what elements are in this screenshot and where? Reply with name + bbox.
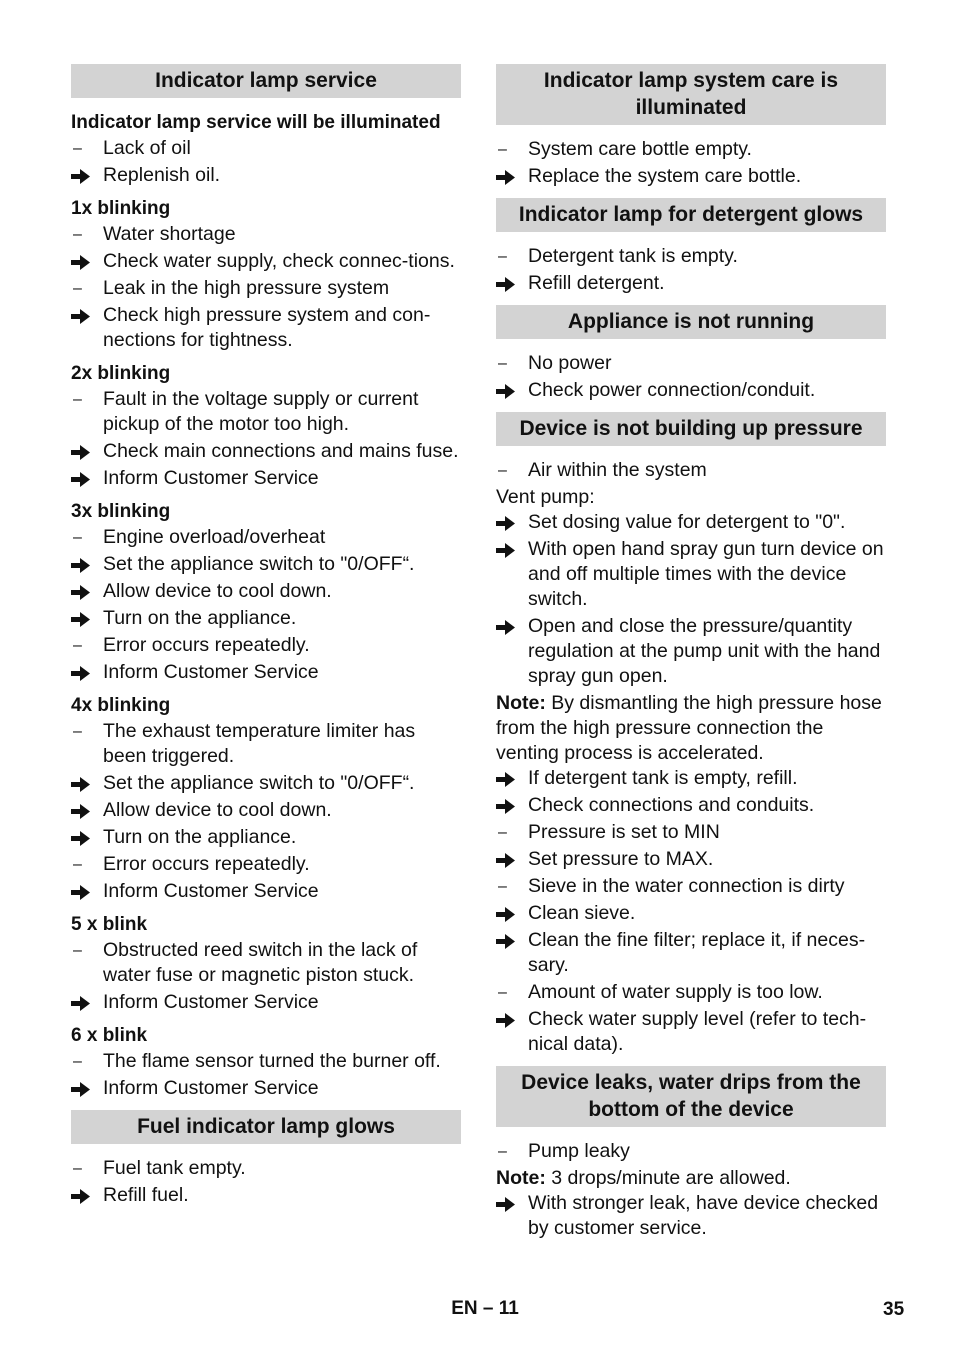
list-item-text: Engine overload/overheat (103, 526, 326, 548)
section-header: Indicator lamp for detergent glows (496, 198, 886, 232)
arrow-right-icon (71, 798, 99, 819)
arrow-right-icon (496, 614, 524, 635)
dash-bullet-icon: – (73, 856, 82, 873)
list-item-text: Sieve in the water connection is dirty (528, 875, 845, 897)
arrow-right-icon (71, 606, 99, 627)
cause-list-item (71, 525, 461, 550)
subheading: 4x blinking (71, 695, 171, 716)
dash-bullet-icon: – (73, 226, 82, 243)
section-header: Device leaks, water drips from the bottom of the device (496, 1066, 886, 1127)
list-item-text: Turn on the appliance. (103, 607, 297, 629)
list-item-text: Check power connection/conduit. (528, 379, 816, 401)
cause-list-item (71, 136, 461, 161)
remedy-list-item (496, 614, 886, 689)
note-text: By dismantling the high pressure hose from the high pressure connection the venting process is accelerated. (496, 692, 882, 764)
cause-list-item (71, 852, 461, 877)
remedy-list-item (496, 901, 886, 926)
list-item-text: Check water supply, check connec-tions. (103, 250, 455, 272)
subheading: 1x blinking (71, 198, 171, 219)
list-item-text: The exhaust temperature limiter has been triggered. (103, 720, 416, 767)
remedy-list-item (496, 928, 886, 978)
list-item-text: Obstructed reed switch in the lack of water fuse or magnetic piston stuck. (103, 939, 418, 986)
remedy-list-item (71, 990, 461, 1015)
list-item-text: Allow device to cool down. (103, 580, 332, 602)
note-text: 3 drops/minute are allowed. (545, 1167, 791, 1189)
remedy-list-item (496, 1007, 886, 1057)
list-item-text: No power (528, 352, 612, 374)
remedy-list-item (71, 1076, 461, 1101)
paragraph: Vent pump: (496, 486, 595, 508)
list-item-text: Fault in the voltage supply or current pickup of the motor too high. (103, 388, 419, 435)
arrow-right-icon (496, 378, 524, 399)
list-item-text: Set the appliance switch to "0/OFF“. (103, 772, 415, 794)
arrow-right-icon (71, 163, 99, 184)
remedy-list-item (71, 1183, 461, 1208)
arrow-right-icon (496, 928, 524, 949)
subheading: 2x blinking (71, 363, 171, 384)
list-item-text: Leak in the high pressure system (103, 277, 390, 299)
list-item-text: The flame sensor turned the burner off. (103, 1050, 441, 1072)
list-item-text: Detergent tank is empty. (528, 245, 738, 267)
arrow-right-icon (496, 164, 524, 185)
remedy-list-item (71, 439, 461, 464)
subheading: 6 x blink (71, 1025, 148, 1046)
subheading: Indicator lamp service will be illuminated (71, 112, 441, 133)
list-item-text: Error occurs repeatedly. (103, 634, 310, 656)
dash-bullet-icon: – (73, 280, 82, 297)
list-item-text: Inform Customer Service (103, 1077, 319, 1099)
cause-list-item (496, 351, 886, 376)
remedy-list-item (71, 552, 461, 577)
remedy-list-item (71, 825, 461, 850)
list-item-text: Pump leaky (528, 1140, 630, 1162)
list-item-text: Inform Customer Service (103, 880, 319, 902)
list-item-text: Allow device to cool down. (103, 799, 332, 821)
list-item-text: Water shortage (103, 223, 236, 245)
dash-bullet-icon: – (498, 462, 507, 479)
arrow-right-icon (496, 766, 524, 787)
section-header: Indicator lamp system care is illuminated (496, 64, 886, 125)
list-item-text: Lack of oil (103, 137, 191, 159)
remedy-list-item (496, 847, 886, 872)
list-item-text: Check water supply level (refer to tech-nical data). (528, 1008, 867, 1055)
section-header: Fuel indicator lamp glows (71, 1110, 461, 1144)
arrow-right-icon (496, 510, 524, 531)
arrow-right-icon (71, 1183, 99, 1204)
list-item-text: Turn on the appliance. (103, 826, 297, 848)
arrow-right-icon (496, 271, 524, 292)
remedy-list-item (71, 579, 461, 604)
remedy-list-item (496, 793, 886, 818)
note-label: Note: (496, 1167, 546, 1189)
list-item-text: Open and close the pressure/quantity regulation at the pump unit with the hand spray gun open. (528, 615, 881, 687)
arrow-right-icon (71, 249, 99, 270)
subheading: 3x blinking (71, 501, 171, 522)
arrow-right-icon (71, 825, 99, 846)
list-item-text: With stronger leak, have device checked by customer service. (528, 1192, 879, 1239)
remedy-list-item (71, 660, 461, 685)
cause-list-item (496, 458, 886, 483)
footer-section-label: EN – 11 (451, 1298, 519, 1319)
list-item-text: Set the appliance switch to "0/OFF“. (103, 553, 415, 575)
list-item-text: Pressure is set to MIN (528, 821, 720, 843)
list-item-text: Refill fuel. (103, 1184, 189, 1206)
dash-bullet-icon: – (498, 984, 507, 1001)
remedy-list-item (71, 606, 461, 631)
list-item-text: Set pressure to MAX. (528, 848, 714, 870)
dash-bullet-icon: – (73, 529, 82, 546)
dash-bullet-icon: – (498, 824, 507, 841)
dash-bullet-icon: – (73, 942, 82, 959)
arrow-right-icon (71, 1076, 99, 1097)
list-item-text: Clean sieve. (528, 902, 636, 924)
remedy-list-item (496, 164, 886, 189)
cause-list-item (71, 938, 461, 988)
remedy-list-item (71, 466, 461, 491)
remedy-list-item (496, 378, 886, 403)
list-item-text: Replace the system care bottle. (528, 165, 802, 187)
arrow-right-icon (496, 847, 524, 868)
remedy-list-item (496, 271, 886, 296)
arrow-right-icon (496, 1191, 524, 1212)
cause-list-item (496, 137, 886, 162)
arrow-right-icon (71, 439, 99, 460)
cause-list-item (71, 1156, 461, 1181)
note-paragraph (496, 691, 886, 766)
cause-list-item (496, 244, 886, 269)
arrow-right-icon (71, 879, 99, 900)
dash-bullet-icon: – (73, 140, 82, 157)
arrow-right-icon (496, 1007, 524, 1028)
list-item-text: Inform Customer Service (103, 661, 319, 683)
section-header: Appliance is not running (496, 305, 886, 339)
remedy-list-item (71, 879, 461, 904)
dash-bullet-icon: – (73, 1053, 82, 1070)
dash-bullet-icon: – (73, 637, 82, 654)
cause-list-item (71, 387, 461, 437)
remedy-list-item (71, 798, 461, 823)
cause-list-item (71, 222, 461, 247)
dash-bullet-icon: – (498, 1143, 507, 1160)
list-item-text: With open hand spray gun turn device on and off multiple times with the device switch. (528, 538, 884, 610)
list-item-text: Set dosing value for detergent to "0". (528, 511, 846, 533)
list-item-text: Inform Customer Service (103, 467, 319, 489)
arrow-right-icon (71, 466, 99, 487)
arrow-right-icon (496, 793, 524, 814)
cause-list-item (71, 633, 461, 658)
remedy-list-item (71, 303, 461, 353)
arrow-right-icon (71, 303, 99, 324)
remedy-list-item (496, 766, 886, 791)
dash-bullet-icon: – (73, 723, 82, 740)
remedy-list-item (496, 1191, 886, 1241)
list-item-text: Refill detergent. (528, 272, 665, 294)
subheading: 5 x blink (71, 914, 148, 935)
remedy-list-item (71, 771, 461, 796)
cause-list-item (71, 719, 461, 769)
cause-list-item (496, 874, 886, 899)
dash-bullet-icon: – (498, 141, 507, 158)
cause-list-item (496, 1139, 886, 1164)
list-item-text: System care bottle empty. (528, 138, 752, 160)
arrow-right-icon (71, 552, 99, 573)
list-item-text: If detergent tank is empty, refill. (528, 767, 798, 789)
arrow-right-icon (71, 579, 99, 600)
remedy-list-item (496, 537, 886, 612)
list-item-text: Check main connections and mains fuse. (103, 440, 459, 462)
dash-bullet-icon: – (73, 1160, 82, 1177)
remedy-list-item (71, 249, 461, 274)
note-label: Note: (496, 692, 546, 714)
arrow-right-icon (496, 537, 524, 558)
arrow-right-icon (71, 660, 99, 681)
list-item-text: Air within the system (528, 459, 707, 481)
cause-list-item (71, 276, 461, 301)
list-item-text: Inform Customer Service (103, 991, 319, 1013)
list-item-text: Check high pressure system and con-nections for tightness. (103, 304, 431, 351)
dash-bullet-icon: – (498, 248, 507, 265)
arrow-right-icon (71, 771, 99, 792)
left-column (71, 64, 461, 1210)
remedy-list-item (71, 163, 461, 188)
section-header: Indicator lamp service (71, 64, 461, 98)
arrow-right-icon (496, 901, 524, 922)
arrow-right-icon (71, 990, 99, 1011)
list-item-text: Check connections and conduits. (528, 794, 815, 816)
list-item-text: Error occurs repeatedly. (103, 853, 310, 875)
cause-list-item (496, 820, 886, 845)
remedy-list-item (496, 510, 886, 535)
dash-bullet-icon: – (498, 878, 507, 895)
cause-list-item (71, 1049, 461, 1074)
list-item-text: Amount of water supply is too low. (528, 981, 823, 1003)
dash-bullet-icon: – (498, 355, 507, 372)
list-item-text: Fuel tank empty. (103, 1157, 246, 1179)
list-item-text: Replenish oil. (103, 164, 221, 186)
note-paragraph (496, 1166, 886, 1191)
list-item-text: Clean the fine filter; replace it, if neces-sary. (528, 929, 866, 976)
right-column (496, 64, 886, 1243)
cause-list-item (496, 980, 886, 1005)
footer-page-number: 35 (883, 1299, 905, 1320)
dash-bullet-icon: – (73, 391, 82, 408)
section-header: Device is not building up pressure (496, 412, 886, 446)
